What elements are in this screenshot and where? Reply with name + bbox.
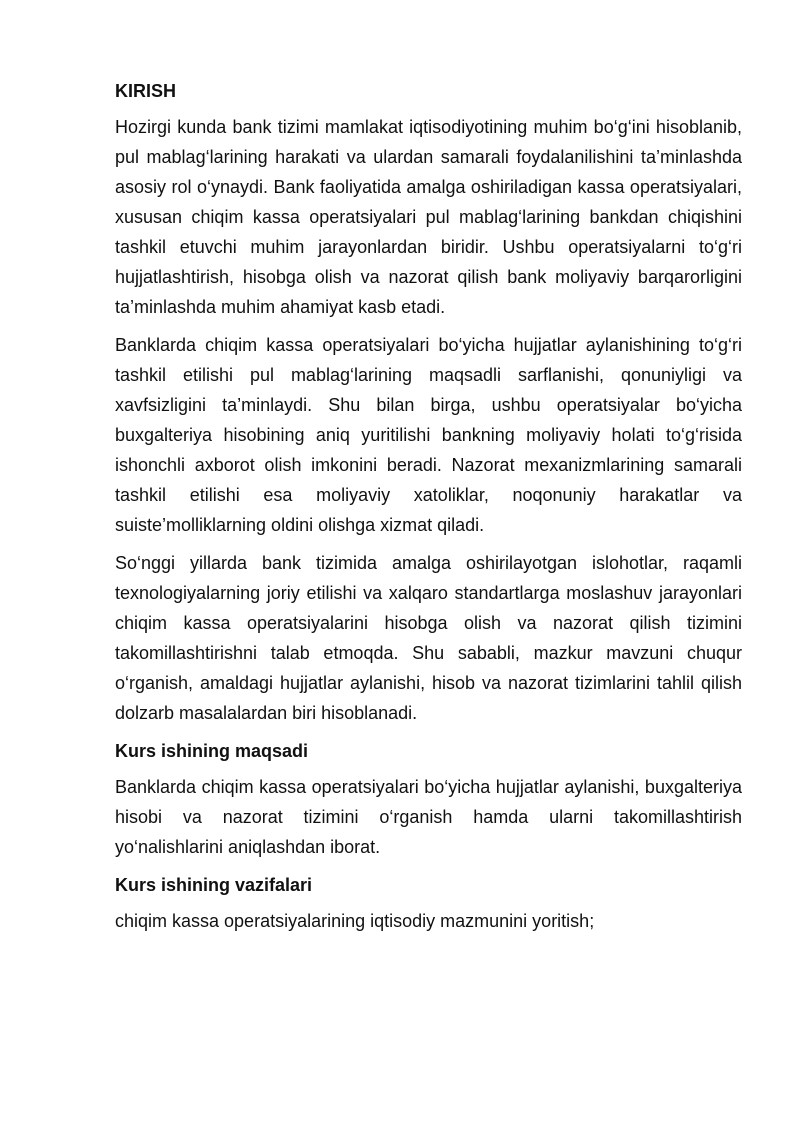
task-item: chiqim kassa operatsiyalarining iqtisodiy mazmunini yoritish;	[115, 911, 595, 931]
document-body	[115, 76, 742, 936]
goal-heading: Kurs ishining maqsadi	[115, 741, 309, 761]
intro-paragraph-1: Hozirgi kunda bank tizimi mamlakat iqtisodiyotining muhim bo‘g‘ini hisoblanib, pul mablag‘larining harakati va ulardan samarali foydalanilishini ta’minlashda asosiy rol o‘ynaydi. Bank faoliyatida amalga oshiriladigan kassa operatsiyalari, xususan chiqim kassa operatsiyalari pul mablag‘larining bankdan chiqishini tashkil etuvchi muhim jarayonlardan biridir. Ushbu operatsiyalarni to‘g‘ri hujjatlashtirish, hisobga olish va nazorat qilish bank moliyaviy barqarorligini ta’minlashda muhim ahamiyat kasb etadi.	[115, 117, 742, 317]
intro-paragraph-3: So‘nggi yillarda bank tizimida amalga oshirilayotgan islohotlar, raqamli texnologiyalarning joriy etilishi va xalqaro standartlarga moslashuv jarayonlari chiqim kassa operatsiyalarini hisobga olish va nazorat qilish tizimini takomillashtirishni talab etmoqda. Shu sababli, mazkur mavzuni chuqur o‘rganish, amaldagi hujjatlar aylanishi, hisob va nazorat tizimlarini tahlil qilish dolzarb masalalardan biri hisoblanadi.	[115, 553, 742, 723]
tasks-heading: Kurs ishining vazifalari	[115, 875, 313, 895]
intro-heading: KIRISH	[115, 81, 177, 101]
goal-paragraph: Banklarda chiqim kassa operatsiyalari bo‘yicha hujjatlar aylanishi, buxgalteriya hisobi va nazorat tizimini o‘rganish hamda ularni takomillashtirish yo‘nalishlarini aniqlashdan iborat.	[115, 777, 742, 857]
intro-paragraph-2: Banklarda chiqim kassa operatsiyalari bo‘yicha hujjatlar aylanishining to‘g‘ri tashkil etilishi pul mablag‘larining maqsadli sarflanishi, qonuniyligi va xavfsizligini ta’minlaydi. Shu bilan birga, ushbu operatsiyalar bo‘yicha buxgalteriya hisobining aniq yuritilishi bankning moliyaviy holati to‘g‘risida ishonchli axborot olish imkonini beradi. Nazorat mexanizmlarining samarali tashkil etilishi esa moliyaviy xatoliklar, noqonuniy harakatlar va suiste’molliklarning oldini olishga xizmat qiladi.	[115, 335, 742, 535]
